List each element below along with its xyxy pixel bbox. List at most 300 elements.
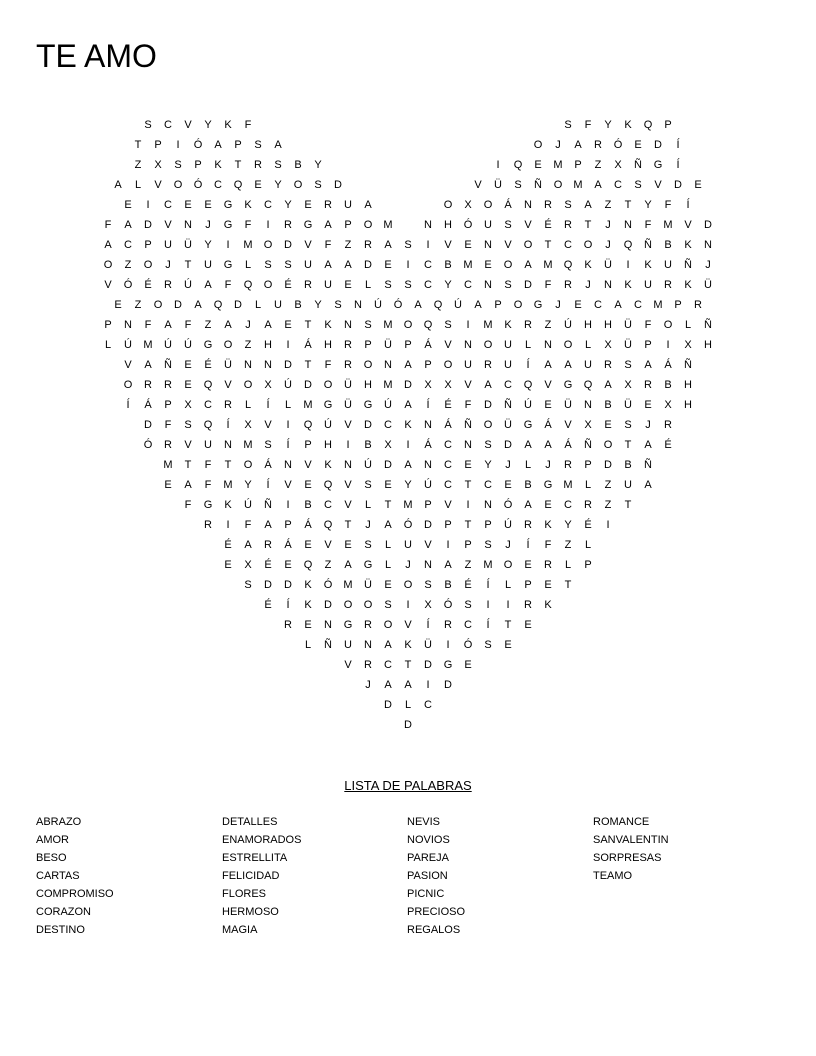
grid-letter: F xyxy=(324,359,332,371)
grid-letter: D xyxy=(404,719,412,731)
word-list-item: PRECIOSO xyxy=(407,906,466,918)
grid-letter: O xyxy=(153,299,163,311)
grid-letter: K xyxy=(404,639,412,651)
word-list-item: DETALLES xyxy=(222,816,278,828)
grid-letter: N xyxy=(424,219,432,231)
grid-letter: V xyxy=(444,499,452,511)
grid-letter: G xyxy=(543,479,553,491)
grid-letter: S xyxy=(364,539,372,551)
grid-letter: G xyxy=(533,299,543,311)
grid-letter: S xyxy=(314,179,322,191)
grid-letter: O xyxy=(363,599,373,611)
grid-letter: P xyxy=(344,219,352,231)
grid-letter: R xyxy=(164,439,172,451)
grid-letter: H xyxy=(364,379,372,391)
grid-letter: Q xyxy=(423,319,433,331)
grid-letter: S xyxy=(404,279,412,291)
grid-letter: R xyxy=(644,379,652,391)
grid-letter: E xyxy=(544,499,552,511)
grid-letter: N xyxy=(224,439,232,451)
grid-letter: I xyxy=(406,599,410,611)
grid-letter: R xyxy=(484,359,492,371)
word-list-item: ENAMORADOS xyxy=(222,834,302,846)
grid-letter: V xyxy=(544,379,552,391)
grid-letter: Y xyxy=(484,459,492,471)
grid-letter: F xyxy=(244,519,252,531)
grid-letter: B xyxy=(304,499,312,511)
grid-letter: G xyxy=(223,219,233,231)
grid-letter: G xyxy=(563,379,573,391)
grid-letter: Í xyxy=(676,159,680,171)
grid-letter: F xyxy=(244,219,252,231)
grid-letter: A xyxy=(184,479,192,491)
grid-letter: R xyxy=(284,219,292,231)
grid-letter: J xyxy=(585,279,591,291)
grid-letter: R xyxy=(544,199,552,211)
grid-letter: O xyxy=(443,359,453,371)
grid-letter: Ú xyxy=(504,519,512,531)
grid-letter: D xyxy=(404,379,412,391)
grid-letter: Ó xyxy=(443,599,453,611)
grid-letter: K xyxy=(504,319,512,331)
grid-letter: É xyxy=(584,519,592,531)
grid-letter: T xyxy=(564,579,572,591)
grid-letter: Ü xyxy=(604,259,612,271)
grid-letter: Ü xyxy=(184,239,192,251)
grid-letter: N xyxy=(364,639,372,651)
grid-letter: E xyxy=(124,199,132,211)
grid-letter: S xyxy=(504,279,512,291)
grid-letter: R xyxy=(594,139,602,151)
grid-letter: Z xyxy=(564,539,572,551)
grid-letter: X xyxy=(604,339,612,351)
grid-letter: É xyxy=(264,599,272,611)
grid-letter: P xyxy=(364,339,372,351)
grid-letter: Ó xyxy=(193,139,203,151)
grid-letter: P xyxy=(584,559,592,571)
grid-letter: Ú xyxy=(184,339,192,351)
grid-letter: E xyxy=(484,259,492,271)
grid-letter: Ú xyxy=(124,339,132,351)
grid-letter: O xyxy=(483,199,493,211)
grid-letter: K xyxy=(324,459,332,471)
grid-letter: M xyxy=(663,219,673,231)
grid-letter: C xyxy=(444,439,452,451)
grid-letter: V xyxy=(444,239,452,251)
grid-letter: A xyxy=(324,219,332,231)
grid-letter: Q xyxy=(203,419,213,431)
grid-letter: M xyxy=(383,319,393,331)
grid-letter: E xyxy=(534,159,542,171)
grid-letter: A xyxy=(474,299,482,311)
grid-letter: J xyxy=(605,239,611,251)
grid-letter: B xyxy=(664,379,672,391)
grid-letter: Ü xyxy=(424,639,432,651)
grid-letter: J xyxy=(365,679,371,691)
grid-letter: E xyxy=(344,539,352,551)
grid-letter: Ñ xyxy=(634,159,642,171)
grid-letter: O xyxy=(483,339,493,351)
grid-letter: Q xyxy=(323,479,333,491)
grid-letter: U xyxy=(164,239,172,251)
grid-letter: Ü xyxy=(624,339,632,351)
grid-letter: I xyxy=(426,239,430,251)
grid-letter: X xyxy=(184,399,192,411)
grid-letter: T xyxy=(624,199,632,211)
grid-letter: B xyxy=(364,439,372,451)
word-list-item: MAGIA xyxy=(222,924,258,936)
grid-letter: L xyxy=(524,459,532,471)
grid-letter: F xyxy=(544,279,552,291)
grid-letter: Y xyxy=(284,199,292,211)
word-list-column-1 xyxy=(36,813,221,939)
grid-letter: Ó xyxy=(193,179,203,191)
grid-letter: O xyxy=(483,419,493,431)
grid-letter: R xyxy=(664,419,672,431)
grid-letter: Ü xyxy=(624,319,632,331)
grid-letter: E xyxy=(634,139,642,151)
grid-letter: E xyxy=(504,639,512,651)
grid-letter: R xyxy=(254,159,262,171)
grid-letter: Ü xyxy=(384,339,392,351)
grid-letter: Y xyxy=(244,479,252,491)
grid-letter: I xyxy=(406,259,410,271)
grid-letter: N xyxy=(624,219,632,231)
grid-letter: P xyxy=(494,299,502,311)
grid-letter: R xyxy=(604,359,612,371)
grid-letter: I xyxy=(446,639,450,651)
grid-letter: E xyxy=(284,319,292,331)
grid-letter: A xyxy=(384,239,392,251)
grid-letter: N xyxy=(184,219,192,231)
grid-letter: O xyxy=(293,179,303,191)
grid-letter: H xyxy=(604,319,612,331)
grid-letter: J xyxy=(555,299,561,311)
grid-letter: L xyxy=(564,559,572,571)
grid-letter: Z xyxy=(324,559,332,571)
grid-letter: E xyxy=(204,199,212,211)
grid-letter: O xyxy=(553,179,563,191)
grid-letter: P xyxy=(584,459,592,471)
word-list-item: ROMANCE xyxy=(593,816,650,828)
grid-letter: S xyxy=(624,419,632,431)
grid-letter: K xyxy=(684,239,692,251)
grid-letter: É xyxy=(264,559,272,571)
grid-letter: Q xyxy=(303,419,313,431)
grid-letter: V xyxy=(654,179,662,191)
grid-letter: Ó xyxy=(323,579,333,591)
grid-letter: L xyxy=(584,539,592,551)
grid-letter: A xyxy=(344,559,352,571)
grid-letter: A xyxy=(404,399,412,411)
grid-letter: E xyxy=(304,479,312,491)
grid-letter: C xyxy=(424,699,432,711)
grid-letter: U xyxy=(584,359,592,371)
grid-letter: A xyxy=(544,439,552,451)
grid-letter: P xyxy=(424,499,432,511)
grid-letter: V xyxy=(324,539,332,551)
grid-letter: O xyxy=(243,379,253,391)
grid-letter: V xyxy=(684,219,692,231)
grid-letter: E xyxy=(464,239,472,251)
grid-letter: D xyxy=(484,399,492,411)
grid-letter: R xyxy=(584,499,592,511)
grid-letter: G xyxy=(343,619,353,631)
grid-letter: N xyxy=(424,419,432,431)
grid-letter: M xyxy=(483,559,493,571)
grid-letter: I xyxy=(406,439,410,451)
grid-letter: C xyxy=(204,399,212,411)
grid-letter: B xyxy=(664,239,672,251)
grid-letter: D xyxy=(144,419,152,431)
grid-letter: S xyxy=(264,439,272,451)
grid-letter: U xyxy=(504,339,512,351)
grid-letter: R xyxy=(224,399,232,411)
grid-letter: L xyxy=(244,399,252,411)
grid-letter: R xyxy=(564,279,572,291)
grid-letter: Q xyxy=(643,119,653,131)
grid-letter: E xyxy=(524,619,532,631)
grid-letter: T xyxy=(624,439,632,451)
grid-letter: A xyxy=(224,319,232,331)
grid-letter: I xyxy=(226,239,230,251)
grid-letter: E xyxy=(384,579,392,591)
grid-letter: Q xyxy=(623,239,633,251)
grid-letter: P xyxy=(304,439,312,451)
grid-letter: Ó xyxy=(463,219,473,231)
grid-letter: U xyxy=(304,259,312,271)
grid-letter: K xyxy=(644,259,652,271)
grid-letter: V xyxy=(164,219,172,231)
grid-letter: N xyxy=(344,459,352,471)
grid-letter: X xyxy=(244,559,252,571)
grid-letter: R xyxy=(664,279,672,291)
word-list-item: NEVIS xyxy=(407,816,441,828)
grid-letter: Z xyxy=(604,199,612,211)
grid-letter: Y xyxy=(314,299,322,311)
grid-letter: É xyxy=(664,439,672,451)
grid-letter: R xyxy=(364,239,372,251)
grid-letter: Ú xyxy=(424,479,432,491)
word-list-item: SANVALENTIN xyxy=(593,834,669,846)
grid-letter: S xyxy=(484,639,492,651)
grid-letter: V xyxy=(344,659,352,671)
grid-letter: T xyxy=(134,139,142,151)
grid-letter: T xyxy=(184,459,192,471)
grid-letter: Í xyxy=(686,199,690,211)
grid-letter: L xyxy=(384,539,392,551)
grid-letter: U xyxy=(204,439,212,451)
grid-letter: X xyxy=(684,339,692,351)
grid-letter: O xyxy=(533,139,543,151)
grid-letter: F xyxy=(204,459,212,471)
grid-letter: E xyxy=(524,559,532,571)
grid-letter: Z xyxy=(124,259,132,271)
word-list-item: SORPRESAS xyxy=(593,852,662,864)
grid-letter: J xyxy=(555,139,561,151)
grid-letter: S xyxy=(384,599,392,611)
grid-letter: P xyxy=(464,539,472,551)
grid-letter: S xyxy=(404,239,412,251)
grid-letter: Ú xyxy=(284,379,292,391)
grid-letter: U xyxy=(484,219,492,231)
grid-letter: O xyxy=(603,439,613,451)
grid-letter: I xyxy=(176,139,180,151)
grid-letter: O xyxy=(123,379,133,391)
grid-letter: Z xyxy=(134,299,142,311)
grid-letter: I xyxy=(286,419,290,431)
grid-letter: B xyxy=(624,459,632,471)
grid-letter: U xyxy=(404,539,412,551)
grid-letter: U xyxy=(274,299,282,311)
grid-letter: G xyxy=(303,219,313,231)
word-list-item: DESTINO xyxy=(36,924,85,936)
grid-letter: S xyxy=(244,579,252,591)
grid-letter: R xyxy=(144,379,152,391)
grid-letter: Ó xyxy=(463,639,473,651)
grid-letter: A xyxy=(274,139,282,151)
grid-letter: K xyxy=(224,499,232,511)
grid-letter: A xyxy=(384,519,392,531)
grid-letter: Z xyxy=(604,499,612,511)
grid-letter: Á xyxy=(144,399,152,411)
grid-letter: R xyxy=(564,459,572,471)
grid-letter: M xyxy=(303,399,313,411)
grid-letter: B xyxy=(604,399,612,411)
grid-letter: A xyxy=(594,179,602,191)
grid-letter: E xyxy=(114,299,122,311)
grid-letter: Í xyxy=(266,399,270,411)
grid-letter: Á xyxy=(544,419,552,431)
grid-letter: A xyxy=(204,279,212,291)
grid-letter: S xyxy=(254,139,262,151)
grid-letter: H xyxy=(684,399,692,411)
grid-letter: E xyxy=(304,619,312,631)
grid-letter: Ü xyxy=(564,399,572,411)
grid-letter: O xyxy=(563,339,573,351)
grid-letter: U xyxy=(344,199,352,211)
grid-letter: Ó xyxy=(143,439,153,451)
grid-letter: Ú xyxy=(384,399,392,411)
grid-letter: V xyxy=(304,239,312,251)
grid-letter: A xyxy=(244,539,252,551)
grid-letter: A xyxy=(404,459,412,471)
grid-letter: Á xyxy=(304,519,312,531)
grid-letter: O xyxy=(363,219,373,231)
grid-letter: E xyxy=(384,259,392,271)
grid-letter: N xyxy=(354,299,362,311)
grid-letter: H xyxy=(704,339,712,351)
grid-letter: Ú xyxy=(184,279,192,291)
grid-letter: F xyxy=(164,419,172,431)
grid-letter: P xyxy=(154,139,162,151)
word-list-column-4 xyxy=(593,813,778,885)
grid-letter: D xyxy=(504,439,512,451)
grid-letter: G xyxy=(363,559,373,571)
grid-letter: I xyxy=(286,339,290,351)
grid-letter: J xyxy=(545,459,551,471)
grid-letter: K xyxy=(624,279,632,291)
grid-letter: L xyxy=(284,399,292,411)
grid-letter: T xyxy=(384,499,392,511)
grid-letter: Ó xyxy=(403,519,413,531)
grid-letter: D xyxy=(424,519,432,531)
grid-letter: E xyxy=(574,299,582,311)
grid-letter: O xyxy=(243,459,253,471)
word-list-item: CORAZON xyxy=(36,906,91,918)
grid-letter: D xyxy=(304,379,312,391)
grid-letter: U xyxy=(344,639,352,651)
grid-letter: Q xyxy=(233,179,243,191)
grid-letter: Z xyxy=(594,159,602,171)
grid-letter: I xyxy=(286,499,290,511)
grid-letter: T xyxy=(504,619,512,631)
word-list-item: CARTAS xyxy=(36,870,80,882)
grid-letter: D xyxy=(524,279,532,291)
grid-letter: J xyxy=(505,539,511,551)
grid-letter: V xyxy=(524,219,532,231)
grid-letter: A xyxy=(364,199,372,211)
grid-letter: Ñ xyxy=(684,359,692,371)
grid-letter: N xyxy=(344,319,352,331)
grid-letter: V xyxy=(474,179,482,191)
grid-letter: Ñ xyxy=(704,319,712,331)
grid-letter: S xyxy=(634,179,642,191)
grid-letter: Ü xyxy=(494,179,502,191)
grid-letter: K xyxy=(304,599,312,611)
grid-letter: C xyxy=(164,199,172,211)
grid-letter: M xyxy=(143,339,153,351)
grid-letter: Z xyxy=(204,319,212,331)
grid-letter: J xyxy=(505,459,511,471)
grid-letter: E xyxy=(544,399,552,411)
grid-letter: I xyxy=(266,219,270,231)
grid-letter: R xyxy=(304,279,312,291)
grid-letter: G xyxy=(323,399,333,411)
grid-letter: L xyxy=(584,339,592,351)
grid-letter: N xyxy=(484,239,492,251)
grid-letter: Ó xyxy=(503,499,513,511)
grid-letter: Ó xyxy=(123,279,133,291)
grid-letter: K xyxy=(244,199,252,211)
grid-letter: Ú xyxy=(164,339,172,351)
grid-letter: C xyxy=(564,239,572,251)
grid-letter: S xyxy=(424,579,432,591)
grid-letter: C xyxy=(384,659,392,671)
grid-letter: N xyxy=(484,279,492,291)
grid-letter: T xyxy=(624,499,632,511)
grid-letter: O xyxy=(503,559,513,571)
grid-letter: U xyxy=(624,479,632,491)
grid-letter: T xyxy=(544,239,552,251)
grid-letter: C xyxy=(444,479,452,491)
grid-letter: Í xyxy=(526,359,530,371)
word-list-item: FLORES xyxy=(222,888,267,900)
grid-letter: S xyxy=(514,179,522,191)
grid-letter: Í xyxy=(286,599,290,611)
grid-letter: F xyxy=(644,219,652,231)
grid-letter: H xyxy=(264,339,272,351)
grid-letter: K xyxy=(224,119,232,131)
grid-letter: Z xyxy=(544,319,552,331)
grid-letter: V xyxy=(154,179,162,191)
grid-letter: L xyxy=(364,499,372,511)
grid-letter: A xyxy=(614,299,622,311)
grid-letter: F xyxy=(144,319,152,331)
grid-letter: K xyxy=(404,419,412,431)
grid-letter: P xyxy=(574,159,582,171)
grid-letter: O xyxy=(663,319,673,331)
